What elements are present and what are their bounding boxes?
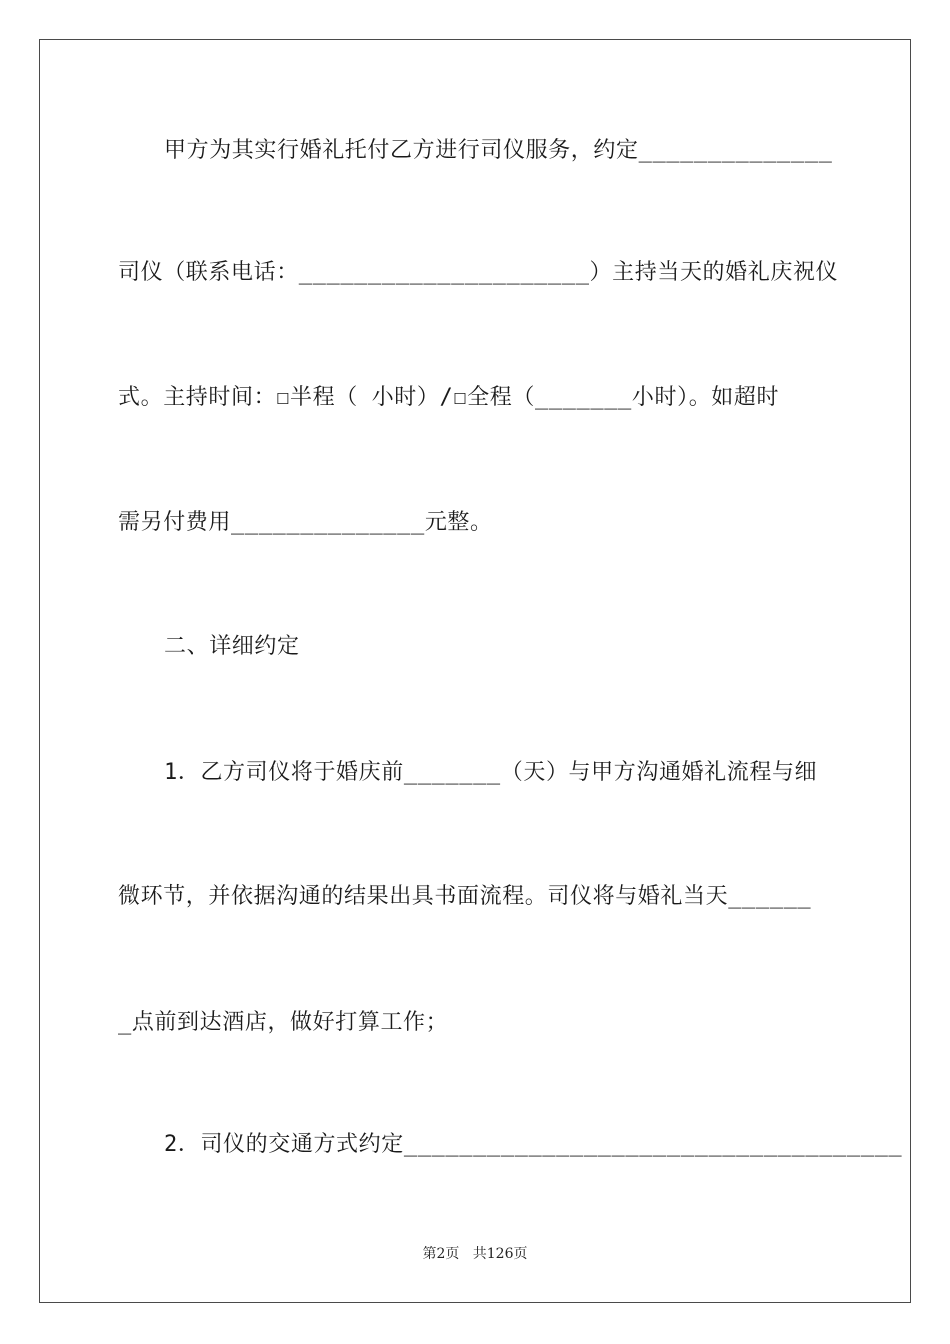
paragraph-line-9: 2．司仪的交通方式约定____________________________________ — [164, 1132, 903, 1157]
paragraph-line-8: _点前到达酒店，做好打算工作； — [118, 1010, 449, 1035]
section-heading: 二、详细约定 — [164, 634, 300, 659]
paragraph-line-1: 甲方为其实行婚礼托付乙方进行司仪服务，约定______________ — [164, 138, 833, 163]
page-number: 第2页 — [422, 1246, 460, 1262]
page-border — [39, 39, 911, 1303]
paragraph-line-4: 需另付费用______________元整。 — [118, 510, 493, 535]
page-footer — [0, 1244, 950, 1264]
paragraph-line-6: 1．乙方司仪将于婚庆前_______（天）与甲方沟通婚礼流程与细 — [164, 760, 818, 785]
page-total: 共126页 — [472, 1246, 528, 1262]
paragraph-line-2: 司仪（联系电话：_____________________）主持当天的婚礼庆祝仪 — [118, 260, 839, 285]
paragraph-line-7: 微环节，并依据沟通的结果出具书面流程。司仪将与婚礼当天______ — [118, 884, 812, 909]
paragraph-line-3: 式。主持时间：☐半程（ 小时）/☐全程（_______小时）。如超时 — [118, 385, 780, 410]
